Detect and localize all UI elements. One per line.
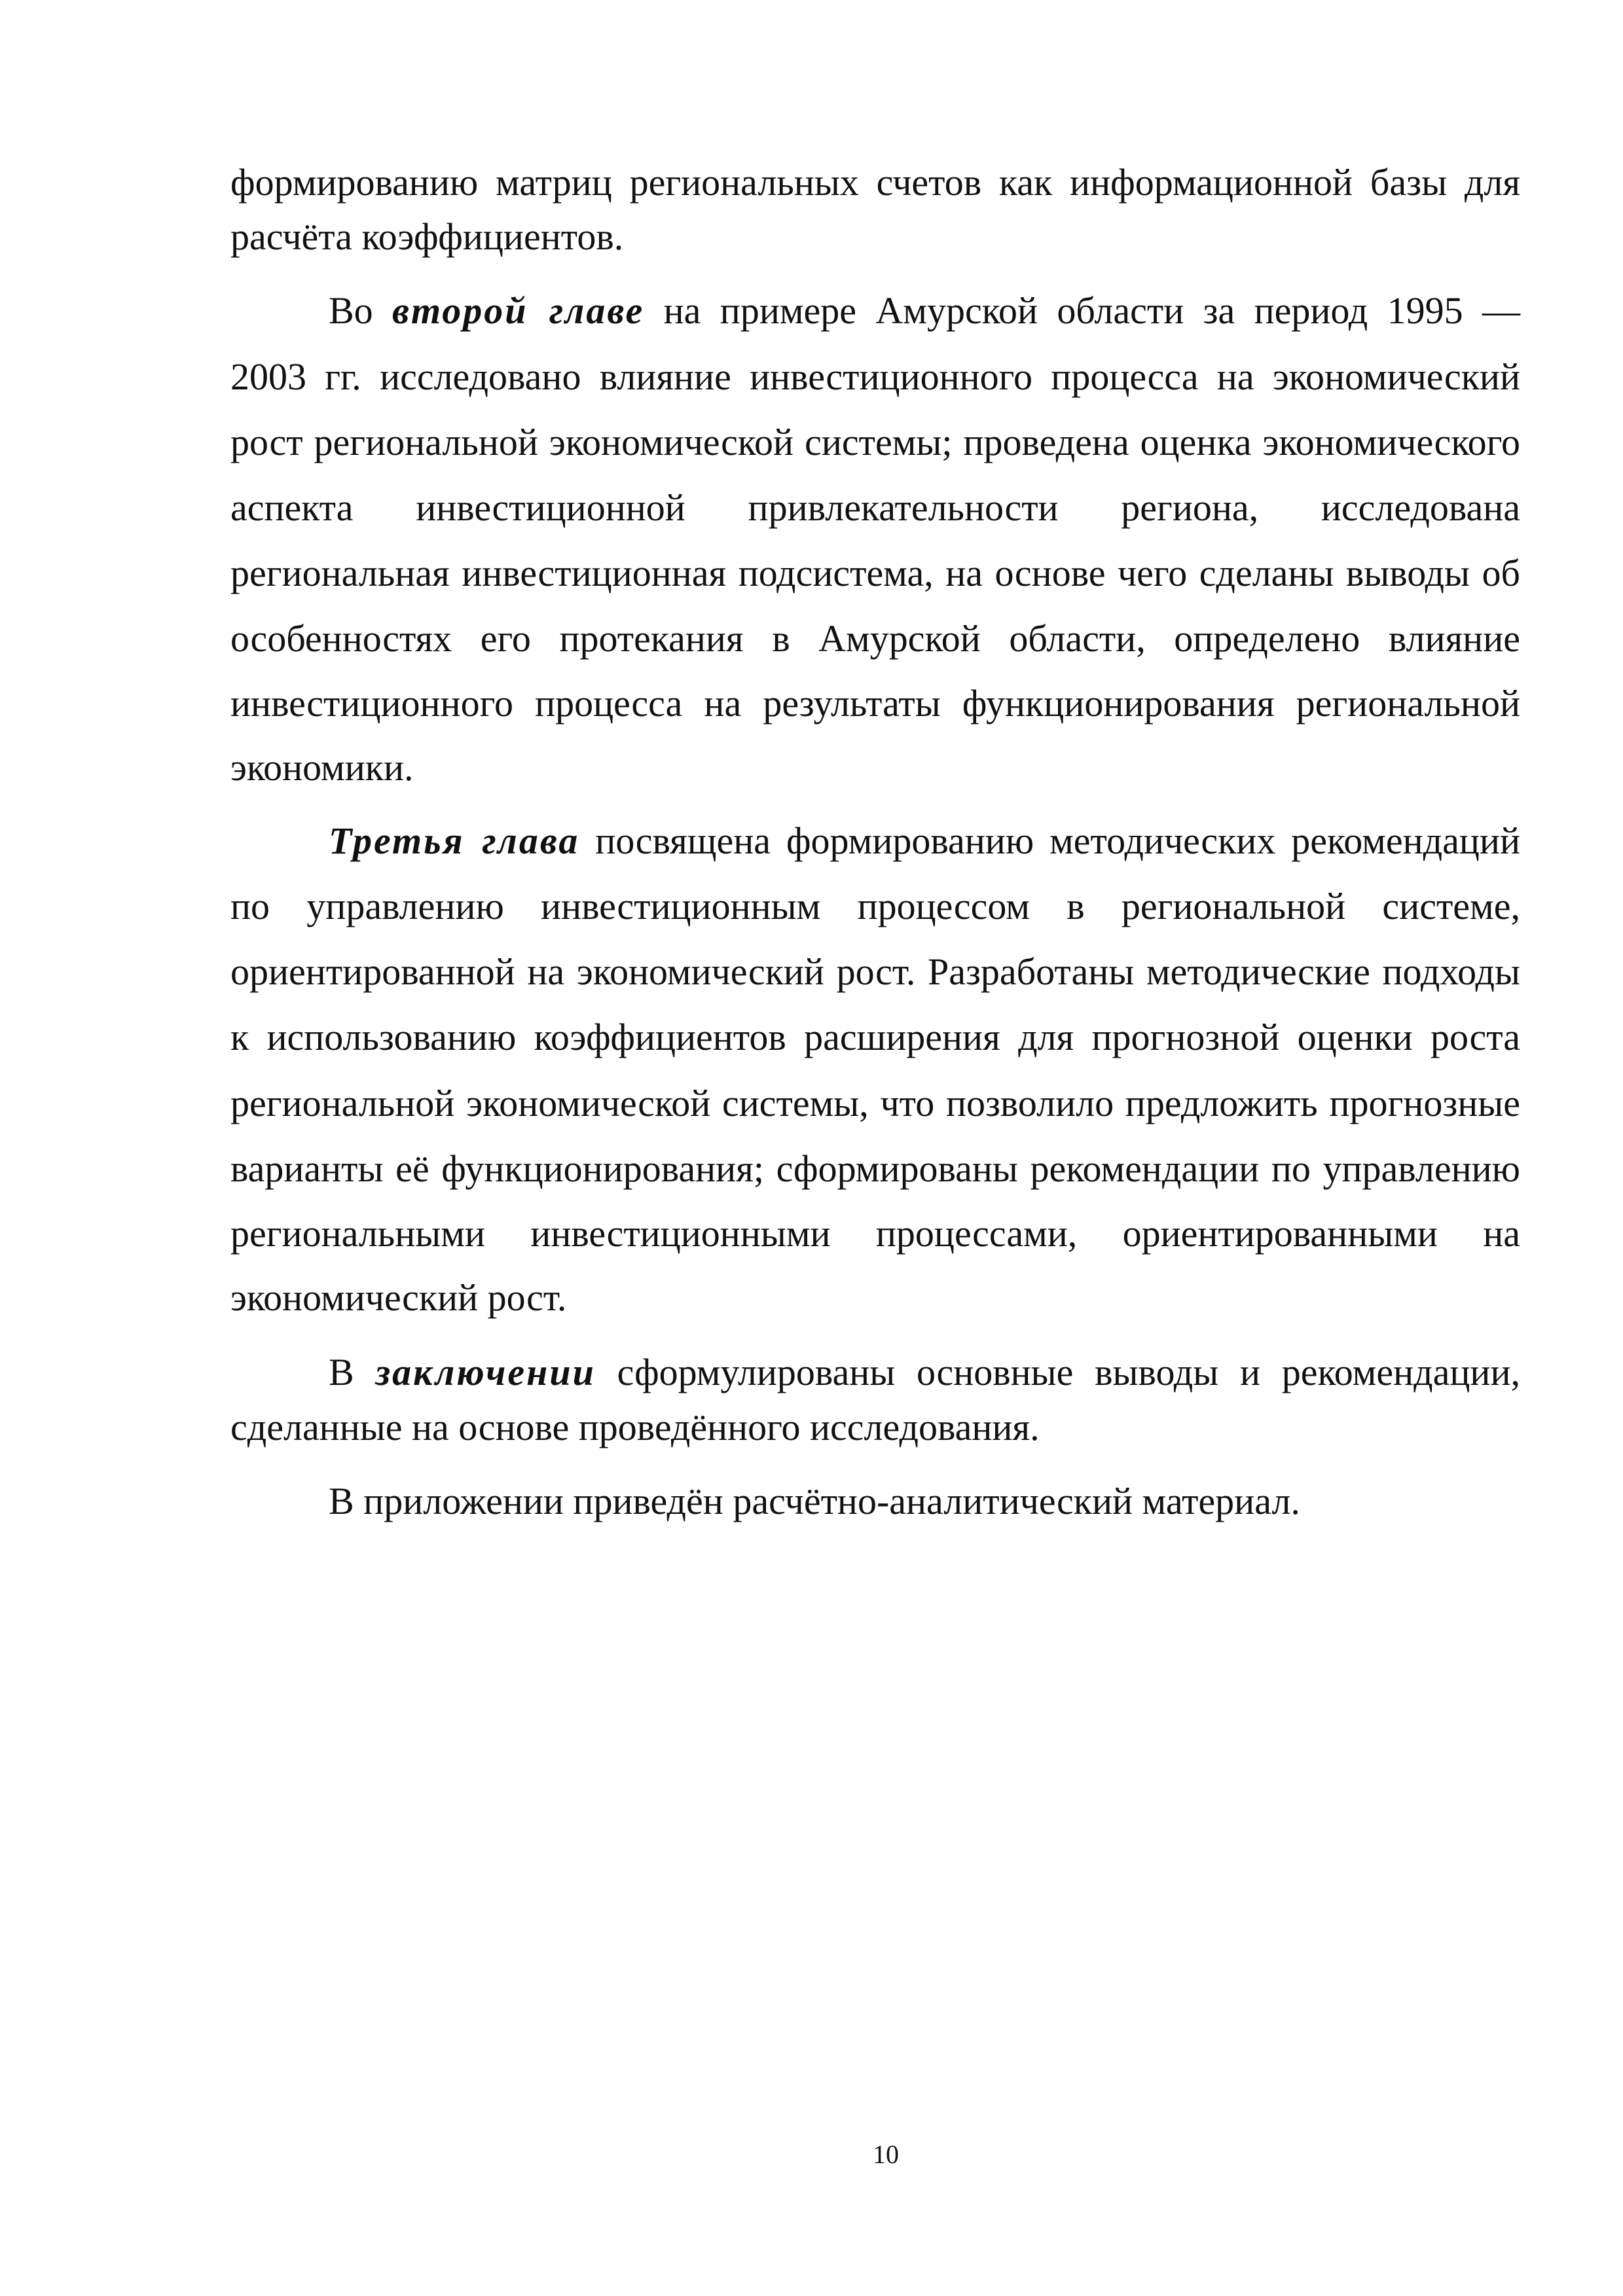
- text-run: особенностях его протекания в Амурской области, определено влияние: [230, 617, 1520, 660]
- text-line: [230, 1401, 1520, 1454]
- text-line: [230, 1208, 1520, 1260]
- text-run: инвестиционного процесса на результаты функционирования региональной: [230, 682, 1520, 725]
- text-run: экономики.: [230, 746, 414, 789]
- text-run: региональная инвестиционная подсистема, на основе чего сделаны выводы об: [230, 552, 1520, 594]
- text-line: [230, 156, 1520, 209]
- text-run: ориентированной на экономический рост. Разработаны методические подходы: [230, 950, 1520, 993]
- text-line: [230, 946, 1520, 998]
- text-run: сформулированы основные выводы и рекомендации,: [595, 1351, 1521, 1393]
- text-run: региональными инвестиционными процессами, ориентированными на: [230, 1212, 1520, 1255]
- text-line: [230, 742, 1520, 794]
- text-line: [329, 815, 1520, 867]
- text-run: аспекта инвестиционной привлекательности региона, исследована: [230, 486, 1520, 529]
- text-line: [329, 1475, 1520, 1528]
- text-run: 2003 гг. исследовано влияние инвестиционного процесса на экономический: [230, 355, 1520, 398]
- text-line: [329, 285, 1520, 337]
- text-run: экономический рост.: [230, 1276, 567, 1319]
- text-run: формированию матриц региональных счетов как информационной базы для: [230, 161, 1520, 204]
- text-run: В: [329, 1351, 376, 1393]
- text-line: [230, 1143, 1520, 1195]
- text-run: региональной экономической системы, что позволило предложить прогнозные: [230, 1082, 1520, 1124]
- text-line: [230, 1077, 1520, 1130]
- text-line: [230, 416, 1520, 469]
- text-line: [230, 211, 1520, 263]
- text-run: к использованию коэффициентов расширения для прогнозной оценки роста: [230, 1016, 1520, 1058]
- text-run: Во: [329, 289, 393, 332]
- text-line: [230, 1272, 1520, 1324]
- text-run: на примере Амурской области за период 1995 —: [644, 289, 1520, 332]
- text-run: посвящена формированию методических рекомендаций: [579, 819, 1521, 862]
- text-line: [230, 1011, 1520, 1064]
- text-line: [329, 1346, 1520, 1399]
- text-run: по управлению инвестиционным процессом в региональной системе,: [230, 885, 1520, 927]
- text-run: рост региональной экономической системы; проведена оценка экономического: [230, 421, 1520, 463]
- emphasis-text: второй главе: [392, 289, 645, 332]
- text-run: расчёта коэффициентов.: [230, 215, 624, 258]
- page-number: 10: [873, 2140, 899, 2169]
- text-line: [230, 880, 1520, 933]
- emphasis-text: заключении: [375, 1351, 596, 1393]
- text-line: [230, 677, 1520, 730]
- text-line: [230, 547, 1520, 600]
- text-line: [230, 482, 1520, 534]
- text-line: [230, 613, 1520, 665]
- text-line: [230, 351, 1520, 403]
- text-run: В приложении приведён расчётно-аналитический материал.: [329, 1480, 1300, 1522]
- emphasis-text: Третья глава: [329, 819, 580, 862]
- text-run: сделанные на основе проведённого исследования.: [230, 1406, 1040, 1448]
- text-run: варианты её функционирования; сформированы рекомендации по управлению: [230, 1147, 1520, 1190]
